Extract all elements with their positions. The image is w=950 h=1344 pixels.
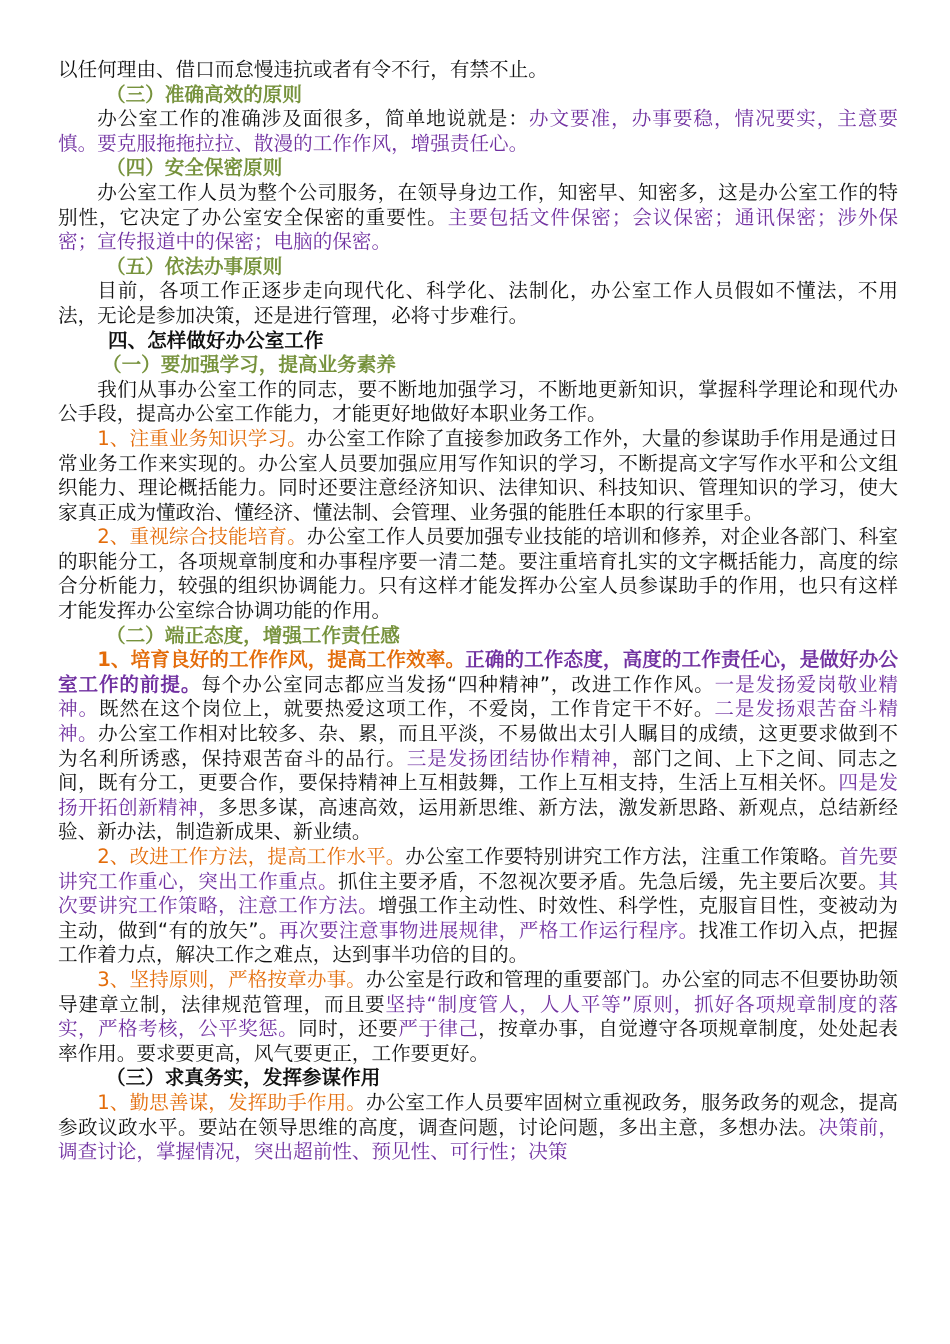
paragraph: [58, 845, 898, 968]
text-run: （二）端正态度，增强工作责任感: [106, 623, 400, 647]
text-run: 1、培育良好的工作作风，提高工作效率。: [97, 648, 466, 672]
text-run: 主要包括文件保密；会议保密；通讯保密；涉外保密；宣传报道中的保密；电脑的保密。: [58, 205, 899, 254]
text-run: 我们从事办公室工作的同志，要不断地加强学习，不断地更新知识，掌握科学理论和现代办公手段，提高办公室工作能力，才能更好地做好本职业务工作。: [58, 377, 898, 426]
text-run: 正确的工作态度，高度的工作责任心，是做好办公室工作的前提。: [58, 648, 898, 696]
text-run: 既然在这个岗位上，就要热爱这项工作，不爱岗，工作肯定干不好。: [99, 697, 715, 721]
text-run: ，按章办事，自觉遵守各项规章制度，处处起表率作用。要求要更高，风气要更正，工作要更好。: [58, 1017, 899, 1065]
text-run: 以任何理由、借口而怠慢违抗或者有令不行，有禁不止。: [58, 58, 548, 81]
section-heading: [58, 83, 898, 108]
text-run: 3、坚持原则，严格按章办事。: [97, 967, 366, 991]
text-run: 目前，各项工作正逐步走向现代化、科学化、法制化，办公室工作人员假如不懂法，不用法，无论是参加决策，还是进行管理，必将寸步难行。: [58, 279, 898, 327]
text-run: 办公室是行政和管理的重要部门。办公室的同志不但要协助领导建章立制，法律规范管理，而且要: [58, 967, 899, 1016]
paragraph: [58, 427, 898, 525]
text-run: 决策前，调查讨论，掌握情况，突出超前性、预见性、可行性；决策: [58, 1115, 899, 1164]
paragraph: [58, 1091, 898, 1165]
text-run: 三是发扬团结协作精神，: [406, 746, 633, 770]
paragraph: [58, 648, 898, 845]
text-run: 每个办公室同志都应当发扬“四种精神”，改进工作作风。: [201, 672, 715, 696]
text-run: 办公室工作人员要牢固树立重视政务，服务政务的观念，提高参政议政水平。要站在领导思维的高度，调查问题，讨论问题，多出主意，多想办法。: [58, 1090, 899, 1139]
text-run: 1、勤思善谋，发挥助手作用。: [97, 1090, 366, 1114]
section-heading: [58, 353, 898, 378]
text-run: 办公室工作人员要加强专业技能的培训和修养，对企业各部门、科室的职能分工，各项规章制度和办事程序要一清二楚。要注重培育扎实的文字概括能力，高度的综合分析能力，较强的组织协调能力。只有这样才能发挥办公室人员参谋助手的作用，也只有这样才能发挥办公室综合协调功能的作用。: [58, 525, 899, 623]
text-run: 办公室工作要特别讲究工作方法，注重工作策略。: [405, 845, 839, 868]
paragraph: [58, 525, 898, 623]
text-run: 办公室工作人员为整个公司服务，在领导身边工作，知密早、知密多，这是办公室工作的特别性，它决定了办公室安全保密的重要性。: [58, 180, 898, 229]
paragraph: [58, 279, 898, 328]
text-run: 办公室工作除了直接参加政务工作外，大量的参谋助手作用是通过日常业务工作来实现的。办公室人员要加强应用写作知识的学习，不断提高文字写作水平和公文组织能力、理论概括能力。同时还要注意经济知识、法律知识、科技知识、管理知识的学习，使大家真正成为懂政治、懂经济、懂法制、会管理、业务强的能胜任本职的行家里手。: [58, 426, 899, 524]
paragraph: [58, 58, 898, 83]
text-run: 二是发扬艰苦奋斗精神。: [58, 697, 899, 746]
text-run: 再次要注意事物进展规律，严格工作运行程序。: [278, 918, 699, 942]
section-heading: [58, 624, 898, 649]
text-run: 坚持“制度管人，人人平等”原则，抓好各项规章制度的落实，严格考核，公平奖惩。: [58, 992, 898, 1041]
paragraph: [58, 181, 898, 255]
text-run: （三）求真务实，发挥参谋作用: [106, 1066, 381, 1090]
text-run: （一）要加强学习，提高业务素养: [102, 353, 396, 377]
text-run: 其次要讲究工作策略，注意工作方法。: [58, 869, 899, 918]
section-heading: [58, 329, 898, 354]
text-run: 增强工作主动性、时效性、科学性，克服盲目性，变被动为主动，做到“有的放矢”。: [58, 894, 899, 942]
text-run: 四是发扬开拓创新精神，: [58, 771, 899, 819]
text-run: 部门之间、上下之间、同志之间，既有分工，更要合作，要保持精神上互相鼓舞，工作上互相支持，生活上互相关怀。: [58, 746, 899, 795]
paragraph: [58, 107, 898, 156]
text-run: 办公室工作的准确涉及面很多，简单地说就是：: [97, 107, 529, 131]
text-run: 抓住主要矛盾，不忽视次要矛盾。先急后缓，先主要后次要。: [338, 869, 879, 893]
text-run: 找准工作切入点，把握工作着力点，解决工作之难点，达到事半功倍的目的。: [58, 918, 899, 967]
text-run: 一是发扬爱岗敬业精神。: [58, 672, 898, 721]
text-run: 1、注重业务知识学习。: [97, 426, 307, 450]
document-page: [58, 58, 898, 1165]
text-run: 办文要准，办事要稳，情况要实，主意要慎。要克服拖拖拉拉、散漫的工作作风，增强责任心。: [58, 107, 899, 155]
paragraph: [58, 968, 898, 1066]
paragraph: [58, 378, 898, 427]
text-run: 多思多谋，高速高效，运用新思维、新方法，激发新思路、新观点，总结新经验、新办法，制造新成果、新业绩。: [58, 795, 899, 844]
section-heading: [58, 1066, 898, 1091]
text-run: （五）依法办事原则: [106, 254, 283, 278]
text-run: 2、重视综合技能培育。: [97, 525, 307, 549]
text-run: 2、改进工作方法，提高工作水平。: [97, 845, 406, 868]
text-run: 严于律己: [398, 1017, 479, 1041]
text-run: （四）安全保密原则: [106, 156, 283, 180]
text-run: 四、怎样做好办公室工作: [108, 328, 324, 352]
text-run: 首先要讲究工作重心，突出工作重点。: [58, 845, 899, 893]
text-run: 同时，还要: [298, 1017, 399, 1041]
section-heading: [58, 156, 898, 181]
section-heading: [58, 255, 898, 280]
text-run: 办公室工作相对比较多、杂、累，而且平淡，不易做出太引人瞩目的成绩，这更要求做到不为名利所诱惑，保持艰苦奋斗的品行。: [58, 722, 899, 770]
text-run: （三）准确高效的原则: [106, 82, 302, 106]
